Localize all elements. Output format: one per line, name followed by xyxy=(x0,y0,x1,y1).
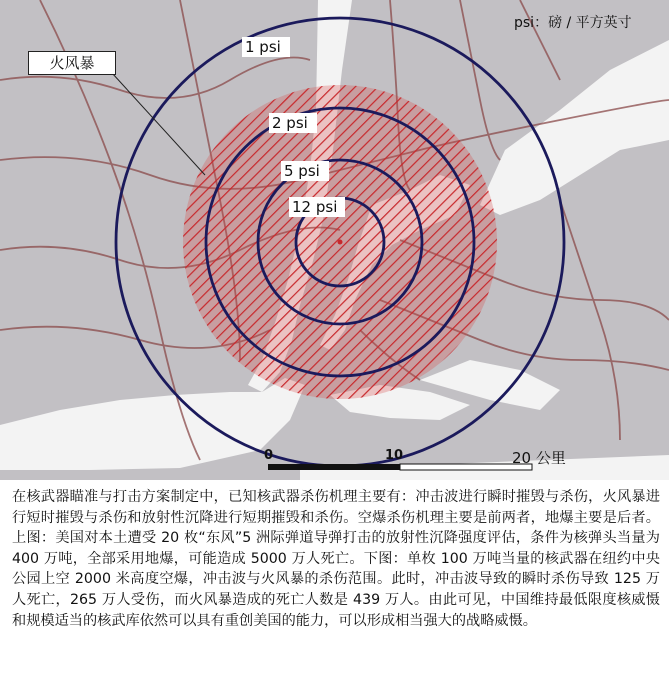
ring-label-1-psi: 1 psi xyxy=(245,38,281,56)
ring-label-2-psi: 2 psi xyxy=(272,114,308,132)
ring-label-12-psi: 12 psi xyxy=(292,198,338,216)
firestorm-label: 火风暴 xyxy=(28,51,116,75)
figure-caption: 在核武器瞄准与打击方案制定中，已知核武器杀伤机理主要有：冲击波进行瞬时摧毁与杀伤，火风暴进行短时摧毁与杀伤和放射性沉降进行短期摧毁和杀伤。空爆杀伤机理主要是前两者，地爆主要是后者。上图：美国对本土遭受 20 枚“东风”5 洲际弹道导弹打击的放射性沉降强度评估，条件为核弹头当量为 400 万吨，全部采用地爆，可能造成 5000 万人死亡。下图：单枚 100 万吨当量的核武器在纽约中央公园上空 2000 米高度空爆，冲击波与火风暴的杀伤范围。此时，冲击波导致的瞬时杀伤导致 125 万人死亡，265 万人受伤，而火风暴造成的死亡人数是 439 万人。由此可见，中国维持最低限度核威慑和规模适当的核武库依然可以具有重创美国的能力，可以形成相当强大的战略威慑。 xyxy=(12,489,660,629)
units-note: psi：磅 / 平方英寸 xyxy=(514,15,632,31)
scale-tick-0: 0 xyxy=(264,448,274,463)
ring-label-5-psi: 5 psi xyxy=(284,162,320,180)
scale-tick-10: 10 xyxy=(385,448,404,463)
scale-end-label: 20 公里 xyxy=(512,449,566,467)
scale-bar xyxy=(268,464,532,470)
ground-zero-marker xyxy=(338,240,343,245)
